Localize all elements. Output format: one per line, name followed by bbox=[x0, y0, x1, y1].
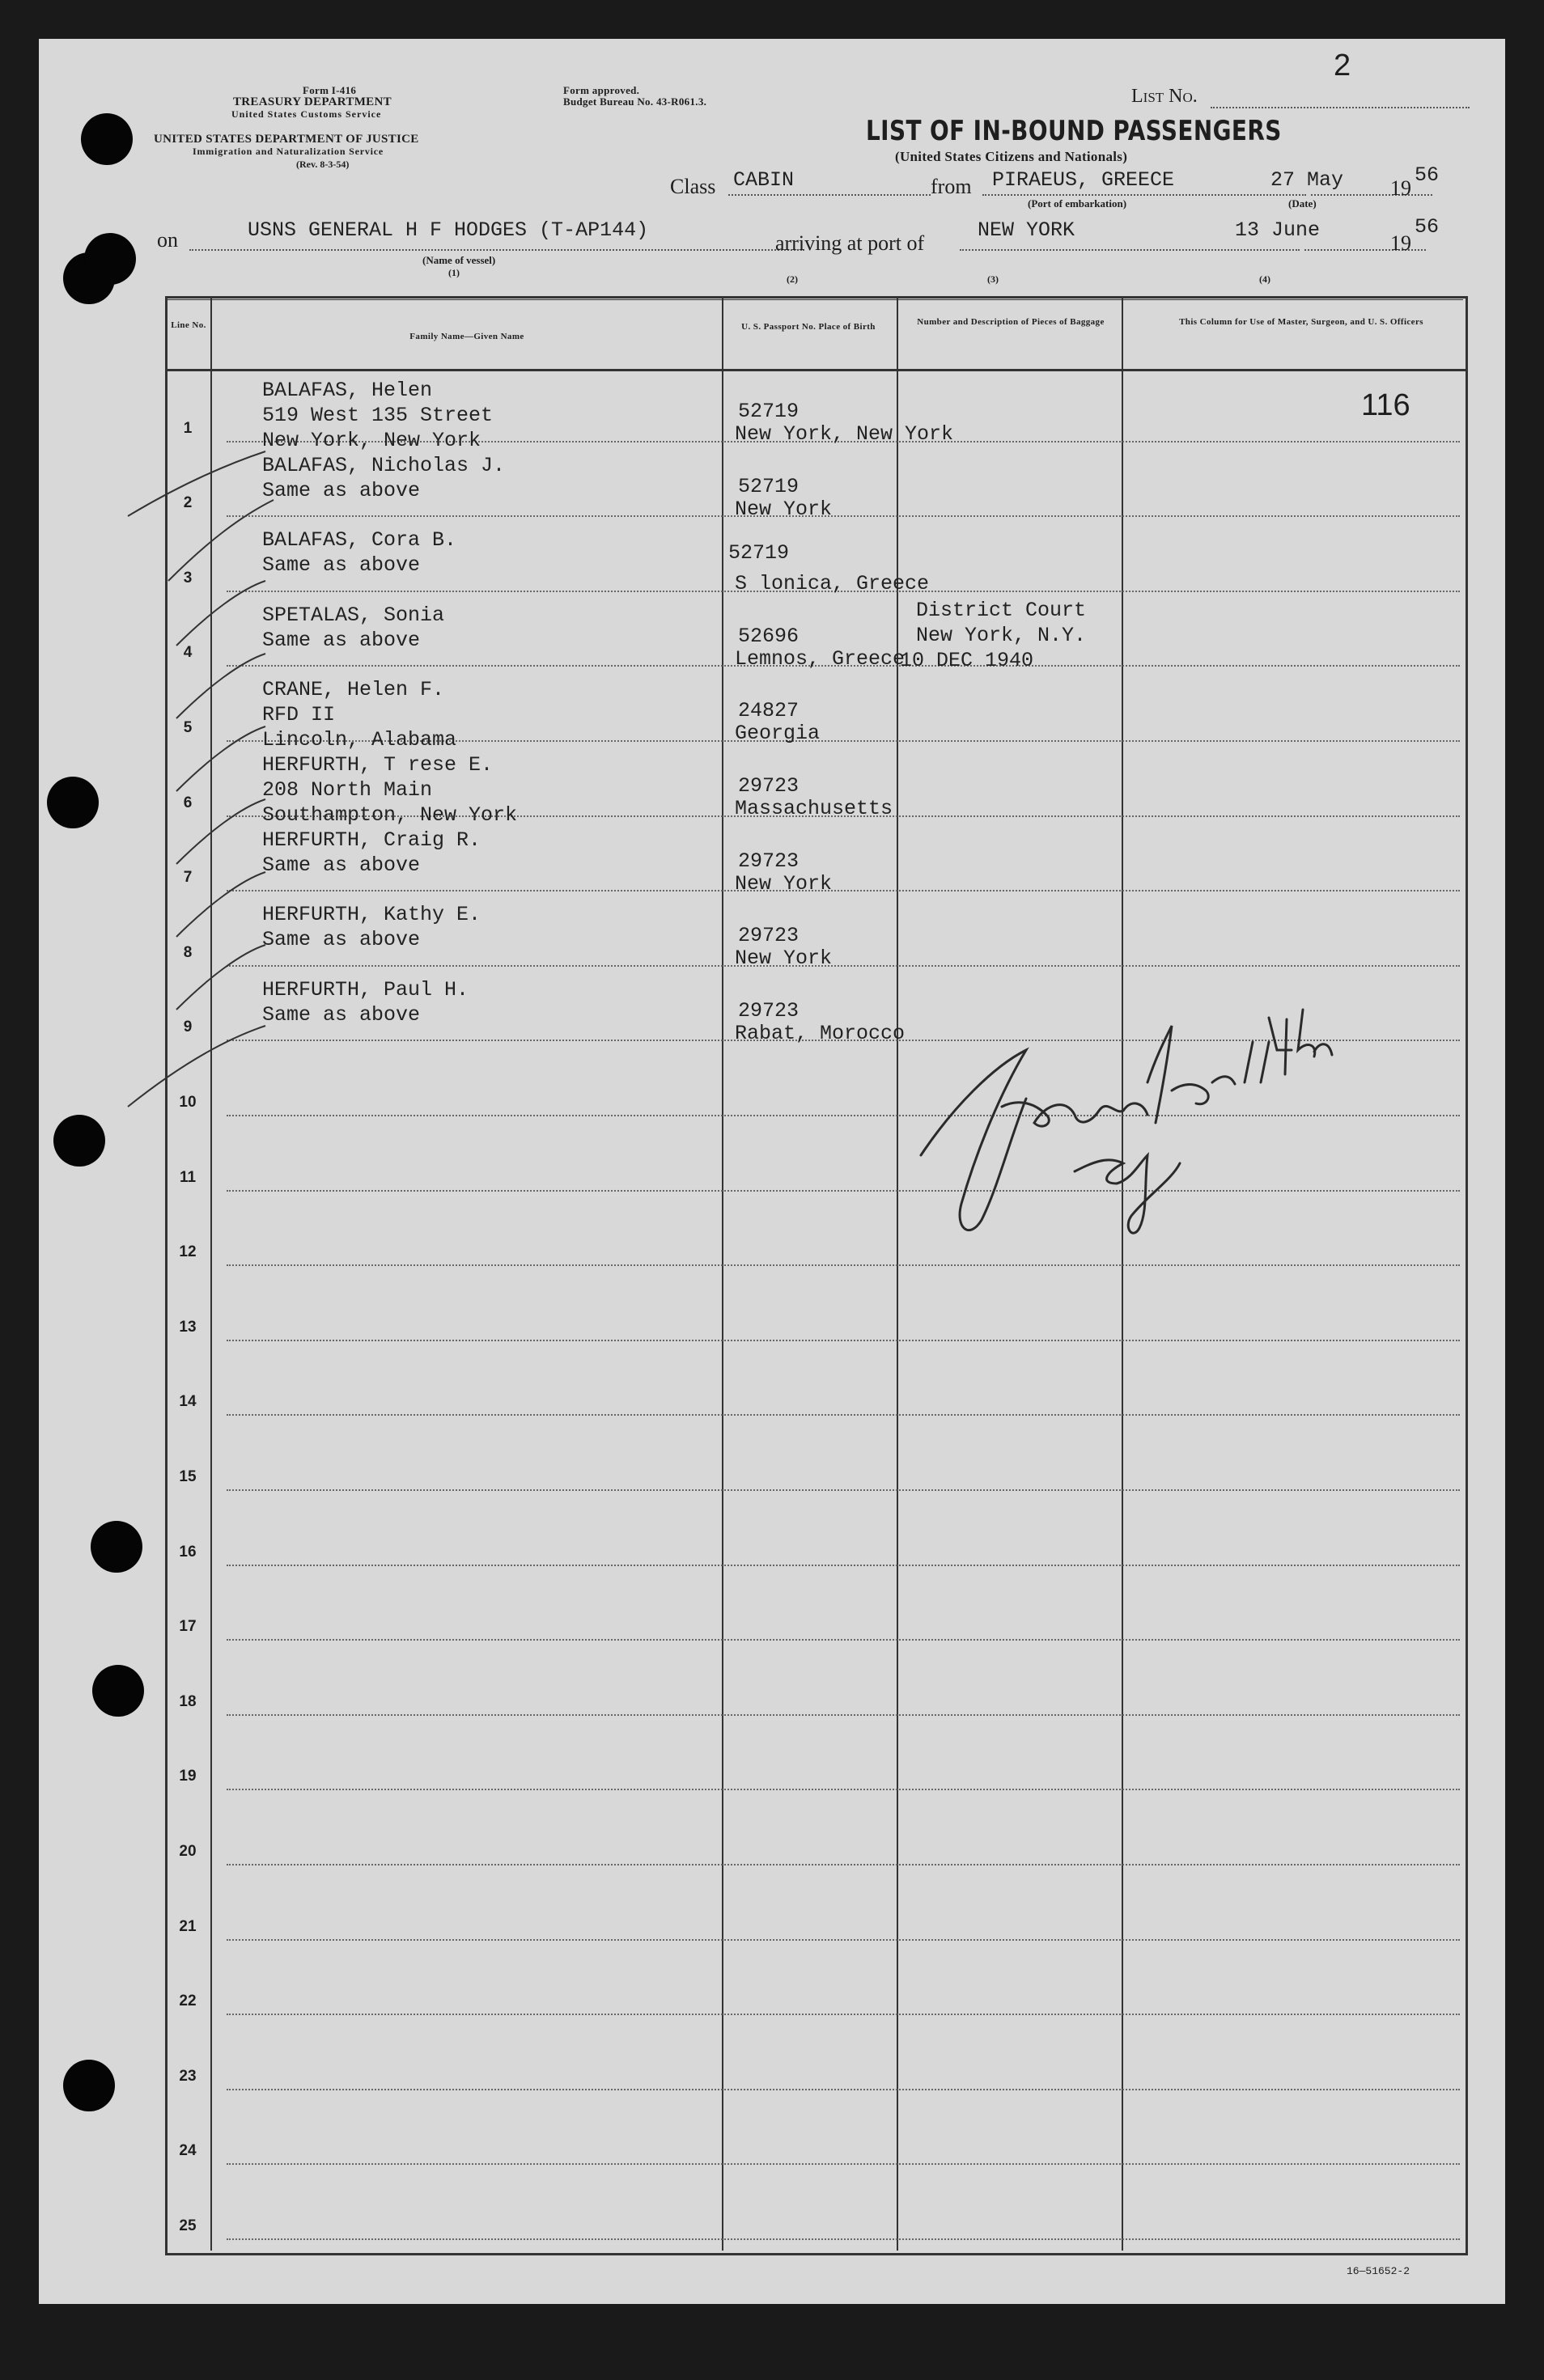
from-field bbox=[982, 194, 1306, 196]
row-rule bbox=[227, 1414, 1460, 1416]
from-port: PIRAEUS, GREECE bbox=[992, 168, 1175, 192]
line-number: 10 bbox=[179, 1094, 197, 1111]
row-rule bbox=[227, 1714, 1460, 1716]
form-code: 16—51652-2 bbox=[1347, 2265, 1410, 2277]
passenger-name: BALAFAS, Nicholas J. bbox=[262, 453, 506, 477]
passenger-name: BALAFAS, Cora B. bbox=[262, 528, 457, 553]
col-rule-name bbox=[722, 296, 723, 2251]
from-year-prefix: 19 bbox=[1390, 176, 1411, 200]
line-number: 16 bbox=[179, 1543, 197, 1561]
vessel-field bbox=[189, 249, 804, 251]
passenger-name: BALAFAS, Helen bbox=[262, 379, 433, 402]
line-number: 5 bbox=[183, 719, 193, 736]
officer-note: 116 bbox=[1361, 388, 1410, 422]
line-number: 2 bbox=[183, 494, 193, 512]
row-rule bbox=[227, 1340, 1460, 1341]
table-top-inner-rule bbox=[165, 299, 1463, 300]
vessel-name: USNS GENERAL H F HODGES (T-AP144) bbox=[248, 218, 649, 242]
passport-number: 52719 bbox=[738, 400, 800, 423]
passenger-address: Same as above bbox=[262, 628, 421, 652]
col-head-passport: U. S. Passport No. Place of Birth bbox=[741, 322, 876, 332]
date-caption: (Date) bbox=[1288, 197, 1317, 210]
line-number: 11 bbox=[179, 1168, 197, 1186]
passenger-address: 208 North Main bbox=[262, 778, 433, 802]
row-rule bbox=[227, 2089, 1460, 2090]
page-subtitle: (United States Citizens and Nationals) bbox=[895, 149, 1128, 164]
punch-hole bbox=[92, 1665, 144, 1717]
passenger-name: CRANE, Helen F. bbox=[262, 678, 445, 702]
place-of-birth: Rabat, Morocco bbox=[735, 1021, 906, 1045]
arrival-date: 13 June bbox=[1235, 218, 1321, 242]
place-of-birth: New York, New York bbox=[735, 422, 954, 446]
row-rule bbox=[227, 1789, 1460, 1790]
row-rule bbox=[227, 1489, 1460, 1491]
from-date-field bbox=[1311, 194, 1432, 196]
class-value: CABIN bbox=[733, 168, 795, 192]
line-number: 23 bbox=[179, 2067, 197, 2085]
punch-hole bbox=[53, 1115, 105, 1167]
place-of-birth: New York bbox=[735, 946, 833, 971]
place-of-birth: Massachusetts bbox=[735, 797, 893, 820]
passenger-address: Same as above bbox=[262, 928, 421, 952]
line-number: 19 bbox=[179, 1768, 197, 1785]
line-number: 6 bbox=[183, 794, 193, 811]
line-number: 15 bbox=[179, 1468, 197, 1485]
baggage-note: District Court bbox=[916, 598, 1087, 622]
passport-number: 29723 bbox=[738, 924, 800, 948]
place-of-birth: New York bbox=[735, 871, 833, 896]
punch-hole bbox=[81, 113, 133, 165]
arrival-port: NEW YORK bbox=[978, 218, 1075, 242]
row-rule bbox=[227, 1864, 1460, 1865]
passenger-name: HERFURTH, Kathy E. bbox=[262, 903, 481, 927]
col-rule-baggage bbox=[1122, 296, 1123, 2251]
form-number: Form I-416 bbox=[303, 84, 357, 96]
punch-hole bbox=[91, 1521, 142, 1573]
row-rule bbox=[227, 515, 1460, 517]
line-number: 9 bbox=[183, 1018, 193, 1036]
arrival-port-field bbox=[960, 249, 1300, 251]
line-number: 25 bbox=[179, 2217, 197, 2234]
passenger-address: Same as above bbox=[262, 478, 421, 502]
passport-number: 52696 bbox=[738, 624, 800, 648]
list-no-label: List No. bbox=[1131, 86, 1198, 107]
line-number: 7 bbox=[183, 869, 193, 887]
row-rule bbox=[227, 2014, 1460, 2015]
vessel-caption: (Name of vessel) bbox=[422, 254, 496, 266]
passport-number: 29723 bbox=[738, 849, 800, 873]
header-rule bbox=[165, 369, 1466, 371]
passport-number: 24827 bbox=[738, 699, 800, 723]
line-number: 4 bbox=[183, 644, 193, 662]
line-number: 3 bbox=[183, 569, 193, 587]
caption-2: (2) bbox=[787, 273, 798, 285]
form-approved: Form approved. bbox=[563, 84, 640, 96]
passenger-address: Same as above bbox=[262, 553, 421, 578]
port-embark-caption: (Port of embarkation) bbox=[1028, 197, 1127, 210]
line-number: 21 bbox=[179, 1917, 197, 1935]
passenger-name: SPETALAS, Sonia bbox=[262, 603, 445, 627]
punch-hole bbox=[63, 2060, 115, 2111]
page-number: 2 bbox=[1334, 49, 1351, 83]
line-number: 8 bbox=[183, 943, 193, 961]
passport-number: 29723 bbox=[738, 774, 800, 798]
place-of-birth: New York bbox=[735, 497, 833, 521]
line-number: 18 bbox=[179, 1692, 197, 1710]
col-head-line-no: Line No. bbox=[171, 320, 206, 330]
check-marks bbox=[120, 379, 395, 1123]
line-number: 14 bbox=[179, 1393, 197, 1411]
col-head-name: Family Name—Given Name bbox=[409, 332, 524, 341]
budget-bureau: Budget Bureau No. 43-R061.3. bbox=[563, 95, 707, 108]
caption-4: (4) bbox=[1259, 273, 1270, 285]
manifest-page bbox=[39, 39, 1505, 2304]
passenger-address: 519 West 135 Street bbox=[262, 404, 494, 427]
class-label: Class bbox=[670, 175, 716, 198]
class-field bbox=[728, 194, 931, 196]
place-of-birth: S lonica, Greece bbox=[735, 572, 930, 596]
line-number: 17 bbox=[179, 1618, 197, 1636]
ins-service: Immigration and Naturalization Service bbox=[193, 146, 384, 157]
officer-signature bbox=[905, 961, 1358, 1252]
revision: (Rev. 8-3-54) bbox=[296, 159, 350, 170]
punch-hole bbox=[47, 777, 99, 828]
passport-number: 29723 bbox=[738, 998, 800, 1023]
place-of-birth: Lemnos, Greece bbox=[735, 646, 906, 671]
arrival-year-prefix: 19 bbox=[1390, 231, 1411, 255]
passenger-address: New York, New York bbox=[262, 429, 481, 452]
passenger-address: Same as above bbox=[262, 853, 421, 877]
punch-hole bbox=[84, 233, 136, 285]
line-number: 13 bbox=[179, 1318, 197, 1336]
passenger-name: HERFURTH, T rese E. bbox=[262, 753, 494, 777]
arrival-year: 56 bbox=[1415, 215, 1440, 239]
baggage-note: New York, N.Y. bbox=[916, 623, 1087, 647]
page-title: LIST OF IN-BOUND PASSENGERS bbox=[866, 115, 1282, 147]
passenger-address: Lincoln, Alabama bbox=[262, 728, 457, 752]
row-rule bbox=[227, 1565, 1460, 1566]
col-head-officers: This Column for Use of Master, Surgeon, and U. S. Officers bbox=[1179, 317, 1423, 327]
arriving-label: arriving at port of bbox=[775, 231, 925, 255]
row-rule bbox=[227, 1939, 1460, 1941]
from-year: 56 bbox=[1415, 163, 1440, 187]
passport-number: 52719 bbox=[728, 541, 790, 565]
passenger-address: Southampton, New York bbox=[262, 803, 518, 827]
justice-dept: UNITED STATES DEPARTMENT OF JUSTICE bbox=[154, 133, 419, 146]
passenger-name: HERFURTH, Craig R. bbox=[262, 828, 481, 852]
caption-3: (3) bbox=[987, 273, 999, 285]
from-date: 27 May bbox=[1270, 168, 1344, 192]
line-number: 1 bbox=[183, 419, 193, 437]
from-label: from bbox=[931, 175, 972, 198]
list-no-field bbox=[1211, 107, 1470, 108]
line-number: 12 bbox=[179, 1243, 197, 1261]
passenger-address: Same as above bbox=[262, 1002, 421, 1027]
row-rule bbox=[227, 1639, 1460, 1641]
baggage-note: 10 DEC 1940 bbox=[900, 648, 1034, 672]
passport-number: 52719 bbox=[738, 474, 800, 498]
line-number: 24 bbox=[179, 2142, 197, 2160]
row-rule bbox=[227, 2238, 1460, 2240]
line-number: 22 bbox=[179, 1993, 197, 2010]
on-label: on bbox=[157, 228, 178, 252]
caption-1: (1) bbox=[448, 267, 460, 278]
col-head-baggage: Number and Description of Pieces of Baggage bbox=[917, 317, 1105, 327]
row-rule bbox=[227, 890, 1460, 891]
place-of-birth: Georgia bbox=[735, 722, 821, 746]
line-number: 20 bbox=[179, 1843, 197, 1860]
row-rule bbox=[227, 2163, 1460, 2165]
treasury-dept: TREASURY DEPARTMENT bbox=[233, 95, 392, 108]
row-rule bbox=[227, 1264, 1460, 1266]
passenger-address: RFD II bbox=[262, 703, 336, 727]
passenger-name: HERFURTH, Paul H. bbox=[262, 977, 469, 1002]
customs-service: United States Customs Service bbox=[231, 108, 382, 120]
